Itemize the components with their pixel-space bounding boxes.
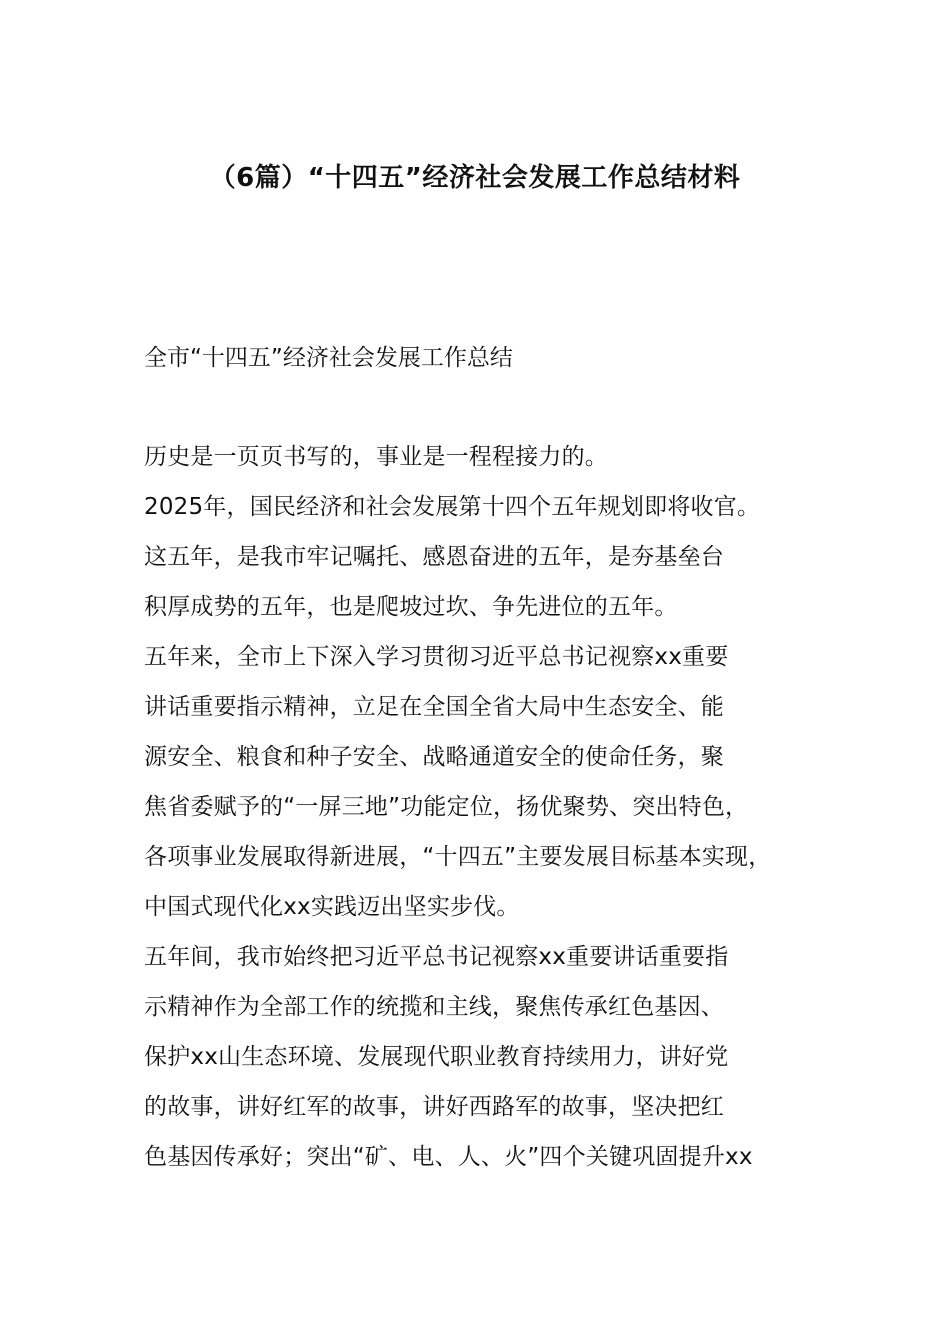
body-text (144, 438, 844, 1188)
body-line: 各项事业发展取得新进展，“十四五”主要发展目标基本实现， (144, 844, 772, 870)
section-heading: 全市“十四五”经济社会发展工作总结 (144, 345, 513, 371)
body-line: 源安全、粮食和种子安全、战略通道安全的使命任务，聚 (144, 744, 724, 770)
body-line: 讲话重要指示精神，立足在全国全省大局中生态安全、能 (144, 694, 724, 720)
body-line: 焦省委赋予的“一屏三地”功能定位，扬优聚势、突出特色， (144, 794, 749, 820)
body-line: 五年来，全市上下深入学习贯彻习近平总书记视察xx重要 (144, 644, 729, 670)
body-line: 色基因传承好；突出“矿、电、人、火”四个关键巩固提升xx (144, 1144, 753, 1170)
body-line: 中国式现代化xx实践迈出坚实步伐。 (144, 894, 520, 920)
body-line: 这五年，是我市牢记嘱托、感恩奋进的五年，是夯基垒台 (144, 544, 724, 570)
body-line: 2025年，国民经济和社会发展第十四个五年规划即将收官。 (144, 494, 761, 520)
body-line: 示精神作为全部工作的统揽和主线，聚焦传承红色基因、 (144, 994, 724, 1020)
body-line: 五年间，我市始终把习近平总书记视察xx重要讲话重要指 (144, 944, 729, 970)
body-line: 积厚成势的五年，也是爬坡过坎、争先进位的五年。 (144, 594, 678, 620)
body-line: 历史是一页页书写的，事业是一程程接力的。 (144, 444, 608, 470)
document-title: （6篇）“十四五”经济社会发展工作总结材料 (209, 163, 741, 193)
body-line: 的故事，讲好红军的故事，讲好西路军的故事，坚决把红 (144, 1094, 724, 1120)
body-line: 保护xx山生态环境、发展现代职业教育持续用力，讲好党 (144, 1044, 729, 1070)
